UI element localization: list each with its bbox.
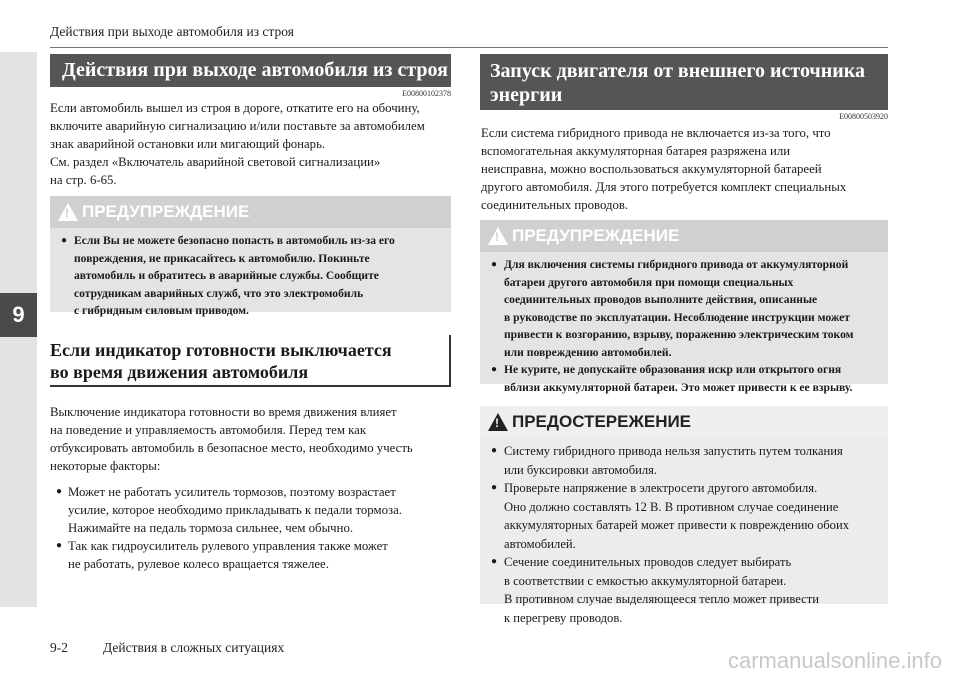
- caution-title: ПРЕДОСТЕРЕЖЕНИЕ: [512, 412, 692, 431]
- list-item: ● Может не работать усилитель тормозов, поэтому возрастает усилие, которое необходимо прикладывать к педали тормоза. Нажимайте на педаль тормоза сильнее, чем обычно.: [56, 483, 456, 537]
- warning-triangle-icon: [58, 203, 78, 221]
- warning-item: ● Если Вы не можете безопасно попасть в автомобиль из-за его повреждения, не прикасайтесь к автомобилю. Покиньте автомобиль и обратитесь в аварийные службы. Сообщите сотрудникам аварийных служб, что это электромобиль с гибридным силовым приводом.: [62, 232, 445, 320]
- text-line: См. раздел «Включатель аварийной световой сигнализации»: [50, 155, 381, 169]
- left-subheading: Если индикатор готовности выключается во время движения автомобиля: [50, 335, 451, 387]
- caution-header: [480, 406, 888, 438]
- text-line: включите аварийную сигнализацию и/или поставьте за автомобилем: [50, 119, 425, 133]
- warning-triangle-icon: [488, 227, 508, 245]
- warning-item: ● Для включения системы гибридного привода от аккумуляторной батареи другого автомобиля при помощи специальных соединительных проводов выполните действия, описанные в руководстве по эксплуатации. Несоблюдение инструкции может привести к возгоранию, взрыву, поражению электрическим током или повреждению автомобилей.: [492, 256, 882, 361]
- left-warning-box: [50, 196, 451, 317]
- left-paragraph: Выключение индикатора готовности во время движения влияет на поведение и управляемость автомобиля. Перед тем как отбуксировать автомобиль в безопасное место, необходимо учесть некоторые факторы:: [50, 405, 413, 473]
- watermark: carmanualsonline.info: [727, 648, 942, 673]
- right-intro: Если система гибридного привода не включается из-за того, что вспомогательная аккумуляторная батарея разряжена или неисправна, можно воспользоваться аккумуляторной батареей другого автомобиля. Для этого потребуется комплект специальных соединительных проводов.: [481, 126, 847, 212]
- warning-title: ПРЕДУПРЕЖДЕНИЕ: [82, 202, 250, 221]
- left-intro: [50, 99, 455, 189]
- text-line: на стр. 6-65.: [50, 173, 117, 187]
- caution-item: ● Систему гибридного привода нельзя запустить путем толкания или буксировки автомобиля.: [492, 442, 882, 479]
- right-section-code: E00800503920: [839, 112, 888, 121]
- right-section-banner: Запуск двигателя от внешнего источника энергии: [480, 54, 888, 110]
- chapter-tab[interactable]: 9: [0, 293, 37, 337]
- caution-item: ● Сечение соединительных проводов следует выбирать в соответствии с емкостью аккумуляторной батареи. В противном случае выделяющееся тепло может привести к перегреву проводов.: [492, 553, 882, 627]
- text-line: знак аварийной остановки или мигающий фонарь.: [50, 137, 326, 151]
- warning-item: ● Не курите, не допускайте образования искр или открытого огня вблизи аккумуляторной батареи. Это может привести к ее взрыву.: [492, 361, 882, 396]
- right-warning-box: [480, 220, 888, 394]
- footer-section-title: Действия в сложных ситуациях: [103, 640, 285, 655]
- left-section-code: E00800102378: [402, 89, 451, 98]
- caution-triangle-icon: [488, 413, 508, 431]
- left-section-banner: Действия при выходе автомобиля из строя: [50, 54, 451, 87]
- warning-header: [480, 220, 888, 252]
- running-head: Действия при выходе автомобиля из строя: [50, 24, 294, 39]
- warning-header: [50, 196, 451, 228]
- warning-title: ПРЕДУПРЕЖДЕНИЕ: [512, 226, 680, 245]
- text-line: Если автомобиль вышел из строя в дороге, откатите его на обочину,: [50, 101, 420, 115]
- list-item: ● Так как гидроусилитель рулевого управления также может не работать, рулевое колесо вращается тяжелее.: [56, 537, 456, 573]
- header-rule: [50, 47, 888, 48]
- page-number: 9-2: [50, 640, 68, 655]
- caution-item: ● Проверьте напряжение в электросети другого автомобиля. Оно должно составлять 12 В. В противном случае соединение аккумуляторных батарей может привести к повреждению обоих автомобилей.: [492, 479, 882, 553]
- right-caution-box: [480, 406, 888, 625]
- left-bullet-list: [56, 483, 456, 573]
